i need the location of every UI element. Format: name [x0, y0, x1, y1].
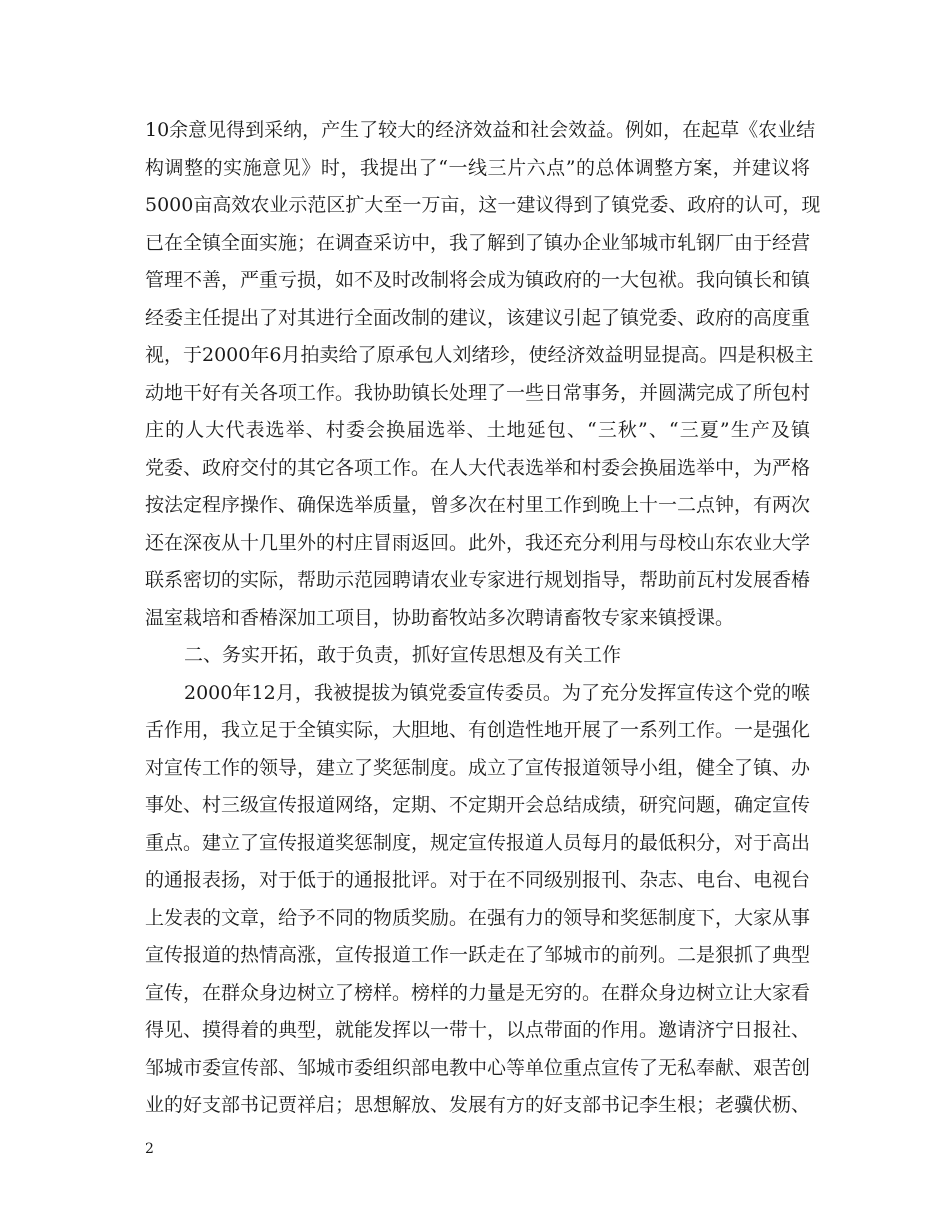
text-line: 按法定程序操作、确保选举质量，曾多次在村里工作到晚上十一二点钟，有两次 [145, 494, 811, 516]
text-line: 还在深夜从十几里外的村庄冒雨返回。此外，我还充分利用与母校山东农业大学 [145, 532, 811, 554]
text-line: 宣传，在群众身边树立了榜样。榜样的力量是无穷的。在群众身边树立让大家看 [145, 982, 811, 1004]
text-line: 宣传报道的热情高涨，宣传报道工作一跃走在了邹城市的前列。二是狠抓了典型 [145, 944, 811, 966]
text-line: 业的好支部书记贾祥启；思想解放、发展有方的好支部书记李生根；老骥伏枥、 [145, 1094, 811, 1116]
text-line: 邹城市委宣传部、邹城市委组织部电教中心等单位重点宣传了无私奉献、艰苦创 [145, 1057, 811, 1079]
text-line: 庄的人大代表选举、村委会换届选举、土地延包、“三秋”、“三夏”生产及镇 [145, 419, 810, 441]
text-line: 得见、摸得着的典型，就能发挥以一带十，以点带面的作用。邀请济宁日报社、 [145, 1019, 811, 1041]
section-heading: 二、务实开拓，敢于负责，抓好宣传思想及有关工作 [184, 644, 622, 666]
text-line: 动地干好有关各项工作。我协助镇长处理了一些日常事务，并圆满完成了所包村 [145, 382, 811, 404]
text-line: 5000亩高效农业示范区扩大至一万亩，这一建议得到了镇党委、政府的认可，现 [145, 194, 821, 216]
text-line: 舌作用，我立足于全镇实际，大胆地、有创造性地开展了一系列工作。一是强化 [145, 719, 811, 741]
text-line: 视，于2000年6月拍卖给了原承包人刘绪珍，使经济效益明显提高。四是积极主 [145, 344, 814, 366]
text-line: 构调整的实施意见》时，我提出了“一线三片六点”的总体调整方案，并建议将 [145, 157, 810, 179]
text-line: 温室栽培和香椿深加工项目，协助畜牧站多次聘请畜牧专家来镇授课。 [145, 607, 735, 629]
text-line: 的通报表扬，对于低于的通报批评。对于在不同级别报刊、杂志、电台、电视台 [145, 869, 811, 891]
text-line: 党委、政府交付的其它各项工作。在人大代表选举和村委会换届选举中，为严格 [145, 457, 811, 479]
text-line: 联系密切的实际，帮助示范园聘请农业专家进行规划指导，帮助前瓦村发展香椿 [145, 569, 811, 591]
text-line: 10余意见得到采纳，产生了较大的经济效益和社会效益。例如，在起草《农业结 [145, 119, 816, 141]
text-line: 已在全镇全面实施；在调查采访中，我了解到了镇办企业邹城市轧钢厂由于经营 [145, 232, 811, 254]
text-line: 上发表的文章，给予不同的物质奖励。在强有力的领导和奖惩制度下，大家从事 [145, 907, 811, 929]
text-line: 2000年12月，我被提拔为镇党委宣传委员。为了充分发挥宣传这个党的喉 [184, 682, 810, 704]
text-line: 事处、村三级宣传报道网络，定期、不定期开会总结成绩，研究问题，确定宣传 [145, 794, 811, 816]
text-line: 对宣传工作的领导，建立了奖惩制度。成立了宣传报道领导小组，健全了镇、办 [145, 757, 811, 779]
text-line: 管理不善，严重亏损，如不及时改制将会成为镇政府的一大包袱。我向镇长和镇 [145, 269, 811, 291]
text-line: 重点。建立了宣传报道奖惩制度，规定宣传报道人员每月的最低积分，对于高出 [145, 832, 811, 854]
page-number: 2 [145, 1141, 154, 1157]
text-line: 经委主任提出了对其进行全面改制的建议，该建议引起了镇党委、政府的高度重 [145, 307, 811, 329]
